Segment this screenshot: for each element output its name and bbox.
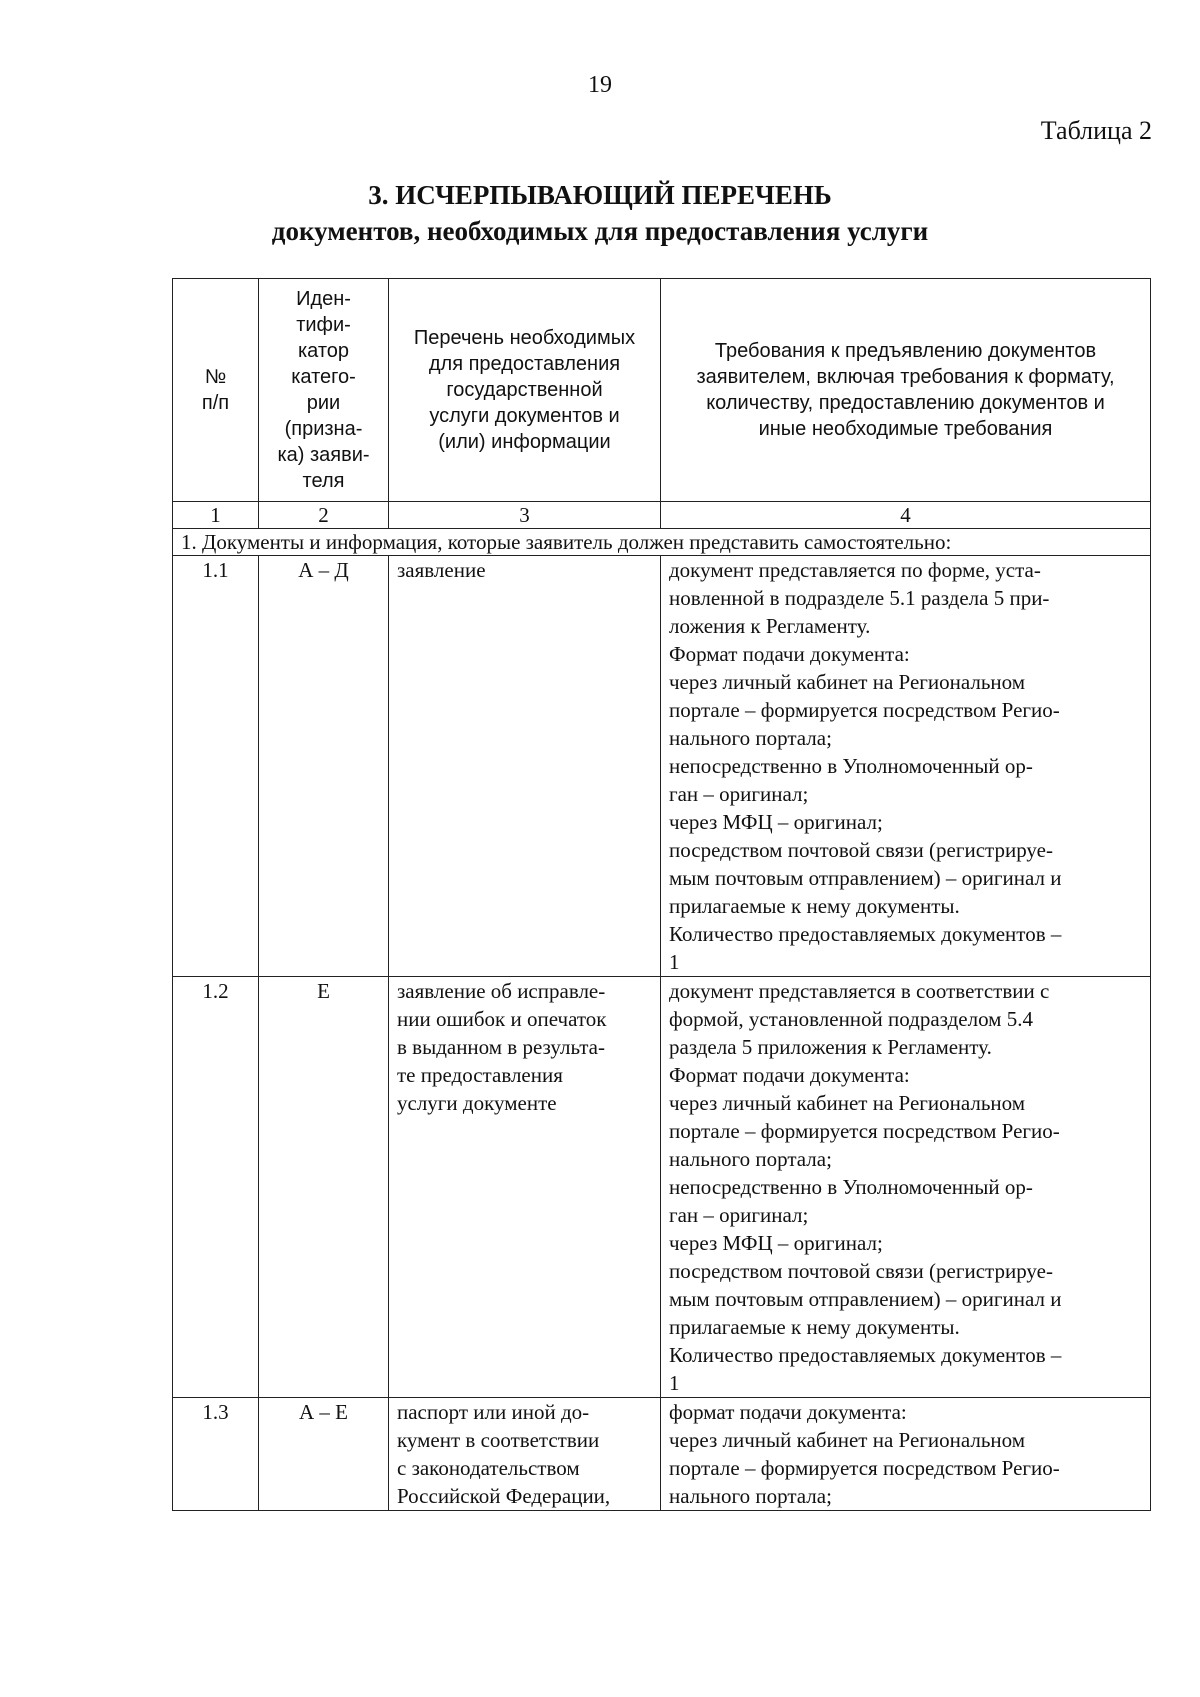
table-row — [173, 977, 1151, 1398]
text-line: количеству, предоставлению документов и — [706, 392, 1105, 414]
column-number: 2 — [259, 502, 389, 529]
text-line: Количество предоставляемых документов – — [669, 1343, 1062, 1367]
text-line: 1 — [669, 950, 680, 974]
text-line: государственной — [446, 379, 603, 401]
text-line: Требования к предъявлению документов — [714, 340, 1097, 362]
text-line: рии — [306, 392, 341, 414]
text-line: прилагаемые к нему документы. — [669, 894, 960, 918]
text-line: заявителем, включая требования к формату, — [696, 366, 1115, 388]
column-number: 4 — [661, 502, 1151, 529]
table-label: Таблица 2 — [1040, 116, 1152, 145]
text-line: непосредственно в Уполномоченный ор- — [669, 1175, 1033, 1199]
row-requirements — [661, 556, 1151, 977]
text-line: Формат подачи документа: — [669, 642, 910, 666]
row-document — [389, 977, 661, 1398]
text-line: иные необходимые требования — [758, 418, 1053, 440]
row-requirements — [661, 1398, 1151, 1511]
table-row — [173, 1398, 1151, 1511]
text-line: документ представляется в соответствии с — [669, 979, 1050, 1003]
text-line: Иден- — [296, 288, 351, 310]
column-number: 3 — [389, 502, 661, 529]
text-line: формат подачи документа: — [669, 1400, 907, 1424]
text-line: нального портала; — [669, 1484, 832, 1508]
text-line: п/п — [201, 392, 230, 414]
text-line: формой, установленной подразделом 5.4 — [669, 1007, 1033, 1031]
page-number: 19 — [588, 72, 612, 98]
row-category: А – Е — [259, 1398, 389, 1511]
text-line: ган – оригинал; — [669, 1203, 809, 1227]
group-title: 1. Документы и информация, которые заявитель должен представить самостоятельно: — [173, 529, 1151, 556]
text-line: катор — [297, 340, 350, 362]
text-line: тифи- — [296, 314, 351, 336]
text-line: те предоставления — [397, 1063, 563, 1087]
table-header-row — [173, 279, 1151, 502]
text-line: документ представляется по форме, уста- — [669, 558, 1041, 582]
text-line: теля — [302, 470, 345, 492]
text-line: Российской Федерации, — [397, 1484, 611, 1508]
text-line: через МФЦ – оригинал; — [669, 810, 883, 834]
column-number: 1 — [173, 502, 259, 529]
header-number — [173, 279, 259, 502]
text-line: катего- — [291, 366, 356, 388]
text-line: паспорт или иной до- — [397, 1400, 590, 1424]
text-line: заявление об исправле- — [397, 979, 606, 1003]
text-line: посредством почтовой связи (регистрируе- — [669, 838, 1053, 862]
header-documents — [389, 279, 661, 502]
text-line: заявление — [397, 558, 486, 582]
text-line: новленной в подразделе 5.1 раздела 5 при- — [669, 586, 1050, 610]
row-number: 1.2 — [173, 977, 259, 1398]
section-subtitle: документов, необходимых для предоставления услуги — [271, 216, 929, 246]
row-document — [389, 556, 661, 977]
text-line: Перечень необходимых — [413, 327, 636, 349]
section-title: 3. ИСЧЕРПЫВАЮЩИЙ ПЕРЕЧЕНЬ — [368, 180, 832, 210]
text-line: (или) информации — [438, 431, 611, 453]
text-line: через МФЦ – оригинал; — [669, 1231, 883, 1255]
text-line: услуги документов и — [429, 405, 620, 427]
text-line: ган – оригинал; — [669, 782, 809, 806]
row-category: Е — [259, 977, 389, 1398]
text-line: в выданном в результа- — [397, 1035, 605, 1059]
row-requirements — [661, 977, 1151, 1398]
text-line: мым почтовым отправлением) – оригинал и — [669, 1287, 1062, 1311]
text-line: через личный кабинет на Региональном — [669, 1091, 1026, 1115]
text-line: через личный кабинет на Региональном — [669, 670, 1026, 694]
text-line: портале – формируется посредством Регио- — [669, 698, 1060, 722]
text-line: Количество предоставляемых документов – — [669, 922, 1062, 946]
text-line: портале – формируется посредством Регио- — [669, 1119, 1060, 1143]
text-line: прилагаемые к нему документы. — [669, 1315, 960, 1339]
text-line: с законодательством — [397, 1456, 580, 1480]
text-line: раздела 5 приложения к Регламенту. — [669, 1035, 992, 1059]
text-line: (призна- — [284, 418, 363, 440]
text-line: посредством почтовой связи (регистрируе- — [669, 1259, 1053, 1283]
text-line: через личный кабинет на Региональном — [669, 1428, 1026, 1452]
row-category: А – Д — [259, 556, 389, 977]
row-number: 1.1 — [173, 556, 259, 977]
text-line: ка) заяви- — [277, 444, 370, 466]
text-line: услуги документе — [397, 1091, 557, 1115]
text-line: Формат подачи документа: — [669, 1063, 910, 1087]
text-line: непосредственно в Уполномоченный ор- — [669, 754, 1033, 778]
row-number: 1.3 — [173, 1398, 259, 1511]
table-row — [173, 556, 1151, 977]
header-category — [259, 279, 389, 502]
text-line: мым почтовым отправлением) – оригинал и — [669, 866, 1062, 890]
text-line: нального портала; — [669, 726, 832, 750]
text-line: № — [204, 366, 227, 388]
column-numbers-row — [173, 502, 1151, 529]
text-line: портале – формируется посредством Регио- — [669, 1456, 1060, 1480]
text-line: кумент в соответствии — [397, 1428, 600, 1452]
row-document — [389, 1398, 661, 1511]
documents-table — [172, 278, 1151, 1511]
group-row — [173, 529, 1151, 556]
text-line: 1 — [669, 1371, 680, 1395]
text-line: нального портала; — [669, 1147, 832, 1171]
text-line: ложения к Регламенту. — [669, 614, 871, 638]
text-line: для предоставления — [428, 353, 621, 375]
text-line: нии ошибок и опечаток — [397, 1007, 607, 1031]
header-requirements — [661, 279, 1151, 502]
